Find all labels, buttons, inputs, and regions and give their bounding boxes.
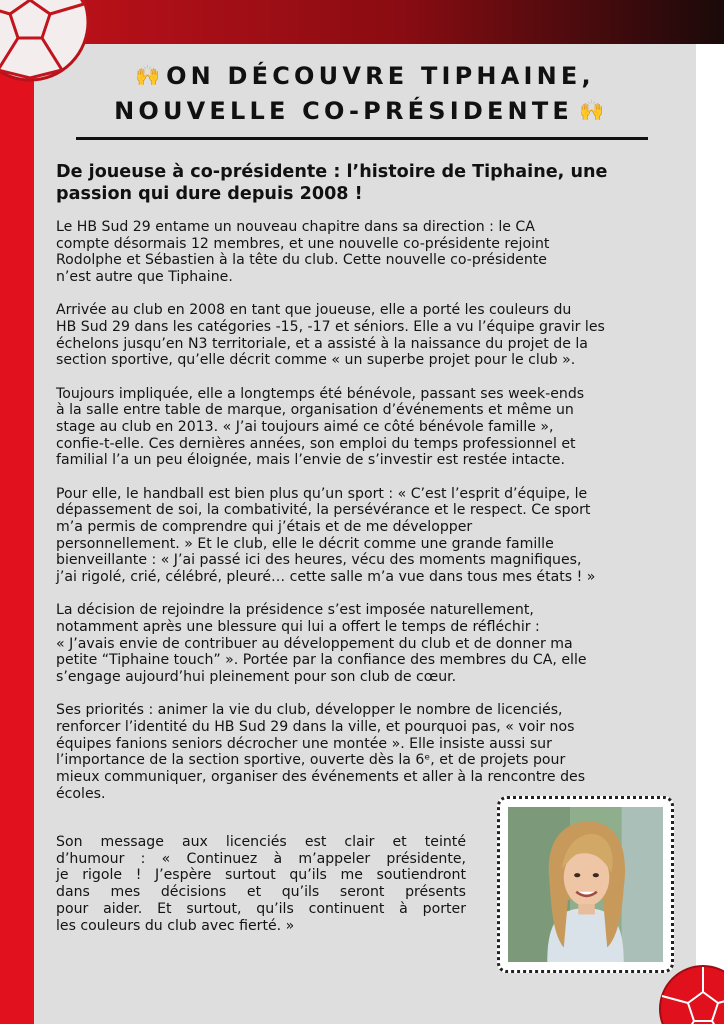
body-line: confie-t-elle. Ces dernières années, son emploi du temps professionnel et [56,435,576,452]
body-line: personnellement. » Et le club, elle le décrit comme une grande famille [56,535,554,552]
header-band [0,0,724,44]
body-line: notamment après une blessure qui lui a offert le temps de réfléchir : [56,619,540,636]
closing-line: d’humour : « Continuez à m’appeler présidente, [56,850,466,867]
body-line: j’ai rigolé, crié, célébré, pleuré… cette salle m’a vue dans tous mes états ! » [56,569,596,586]
closing-line: dans mes décisions et qu’ils seront présents [56,884,466,901]
body-paragraph [56,219,676,286]
body-line: petite “Tiphaine touch” ». Portée par la confiance des membres du CA, elle [56,652,587,669]
body-paragraph [56,602,676,686]
body-line: s’engage aujourd’hui pleinement pour son club de cœur. [56,669,457,686]
handball-ball-icon [658,964,724,1024]
body-paragraph [56,702,676,802]
body-line: Arrivée au club en 2008 en tant que joueuse, elle a porté les couleurs du [56,302,572,319]
body-line: mieux communiquer, organiser des événements et aller à la rencontre des [56,769,586,786]
body-line: La décision de rejoindre la présidence s’est imposée naturellement, [56,602,534,619]
body-line: équipes fanions seniors décrocher une montée ». Elle insiste aussi sur [56,735,552,752]
portrait-photo [508,807,663,962]
left-band [0,0,34,1024]
body-line: Ses priorités : animer la vie du club, développer le nombre de licenciés, [56,702,563,719]
body-line: stage au club en 2013. « J’ai toujours aimé ce côté bénévole famille », [56,419,554,436]
title-line-2: NOUVELLE CO-PRÉSIDENTE [114,97,574,125]
body-line: section sportive, qu’elle décrit comme « un superbe projet pour le club ». [56,352,576,369]
body-line: échelons jusqu’en N3 territoriale, et a assisté à la naissance du projet de la [56,335,588,352]
body-line: bienveillante : « J’ai passé ici des heures, vécu des moments magnifiques, [56,552,582,569]
subtitle-line-1: De joueuse à co-présidente : l’histoire de Tiphaine, une [56,162,608,182]
body-line: Toujours impliquée, elle a longtemps été bénévole, passant ses week-ends [56,385,585,402]
body-line: écoles. [56,785,106,802]
body-line: HB Sud 29 dans les catégories -15, -17 et séniors. Elle a vu l’équipe gravir les [56,319,605,336]
title-divider [76,137,648,140]
body-line: Rodolphe et Sébastien à la tête du club. Cette nouvelle co-présidente [56,252,547,269]
body-paragraph [56,486,676,586]
title-line-1: ON DÉCOUVRE TIPHAINE, [166,62,595,90]
subtitle-line-2: passion qui dure depuis 2008 ! [56,183,363,204]
body-line: à la salle entre table de marque, organisation d’événements et même un [56,402,574,419]
body-line: familial l’a un peu éloignée, mais l’envie de s’investir est restée intacte. [56,452,565,469]
raised-hands-icon: 🙌 [135,63,161,87]
portrait-frame [497,796,674,973]
body-line: l’importance de la section sportive, ouverte dès la 6ᵉ, et de projets pour [56,752,566,769]
article-body [56,219,676,819]
portrait-illustration [508,807,663,962]
closing-line: Son message aux licenciés est clair et teinté [56,834,466,850]
body-line: Le HB Sud 29 entame un nouveau chapitre dans sa direction : le CA [56,219,535,235]
closing-line: les couleurs du club avec fierté. » [56,917,295,934]
body-paragraph [56,302,676,369]
raised-hands-icon: 🙌 [579,98,604,122]
article-subtitle [56,162,676,205]
body-line: renforcer l’identité du HB Sud 29 dans la ville, et pourquoi pas, « voir nos [56,719,575,736]
body-line: m’a permis de comprendre qui j’étais et de me développer [56,519,473,536]
body-line: Pour elle, le handball est bien plus qu’un sport : « C’est l’esprit d’équipe, le [56,485,588,502]
closing-line: pour aider. Et surtout, qu’ils continuent à porter [56,900,466,917]
body-paragraph [56,386,676,470]
page-title [60,58,664,128]
closing-line: je rigole ! J’espère surtout qu’ils me soutiendront [56,867,466,884]
body-line: compte désormais 12 membres, et une nouvelle co-présidente rejoint [56,235,550,252]
body-line: dépassement de soi, la combativité, la persévérance et le respect. Ce sport [56,502,591,519]
body-line: n’est autre que Tiphaine. [56,269,233,286]
body-line: « J’avais envie de contribuer au développement du club et de donner ma [56,635,573,652]
closing-paragraph [56,834,466,934]
